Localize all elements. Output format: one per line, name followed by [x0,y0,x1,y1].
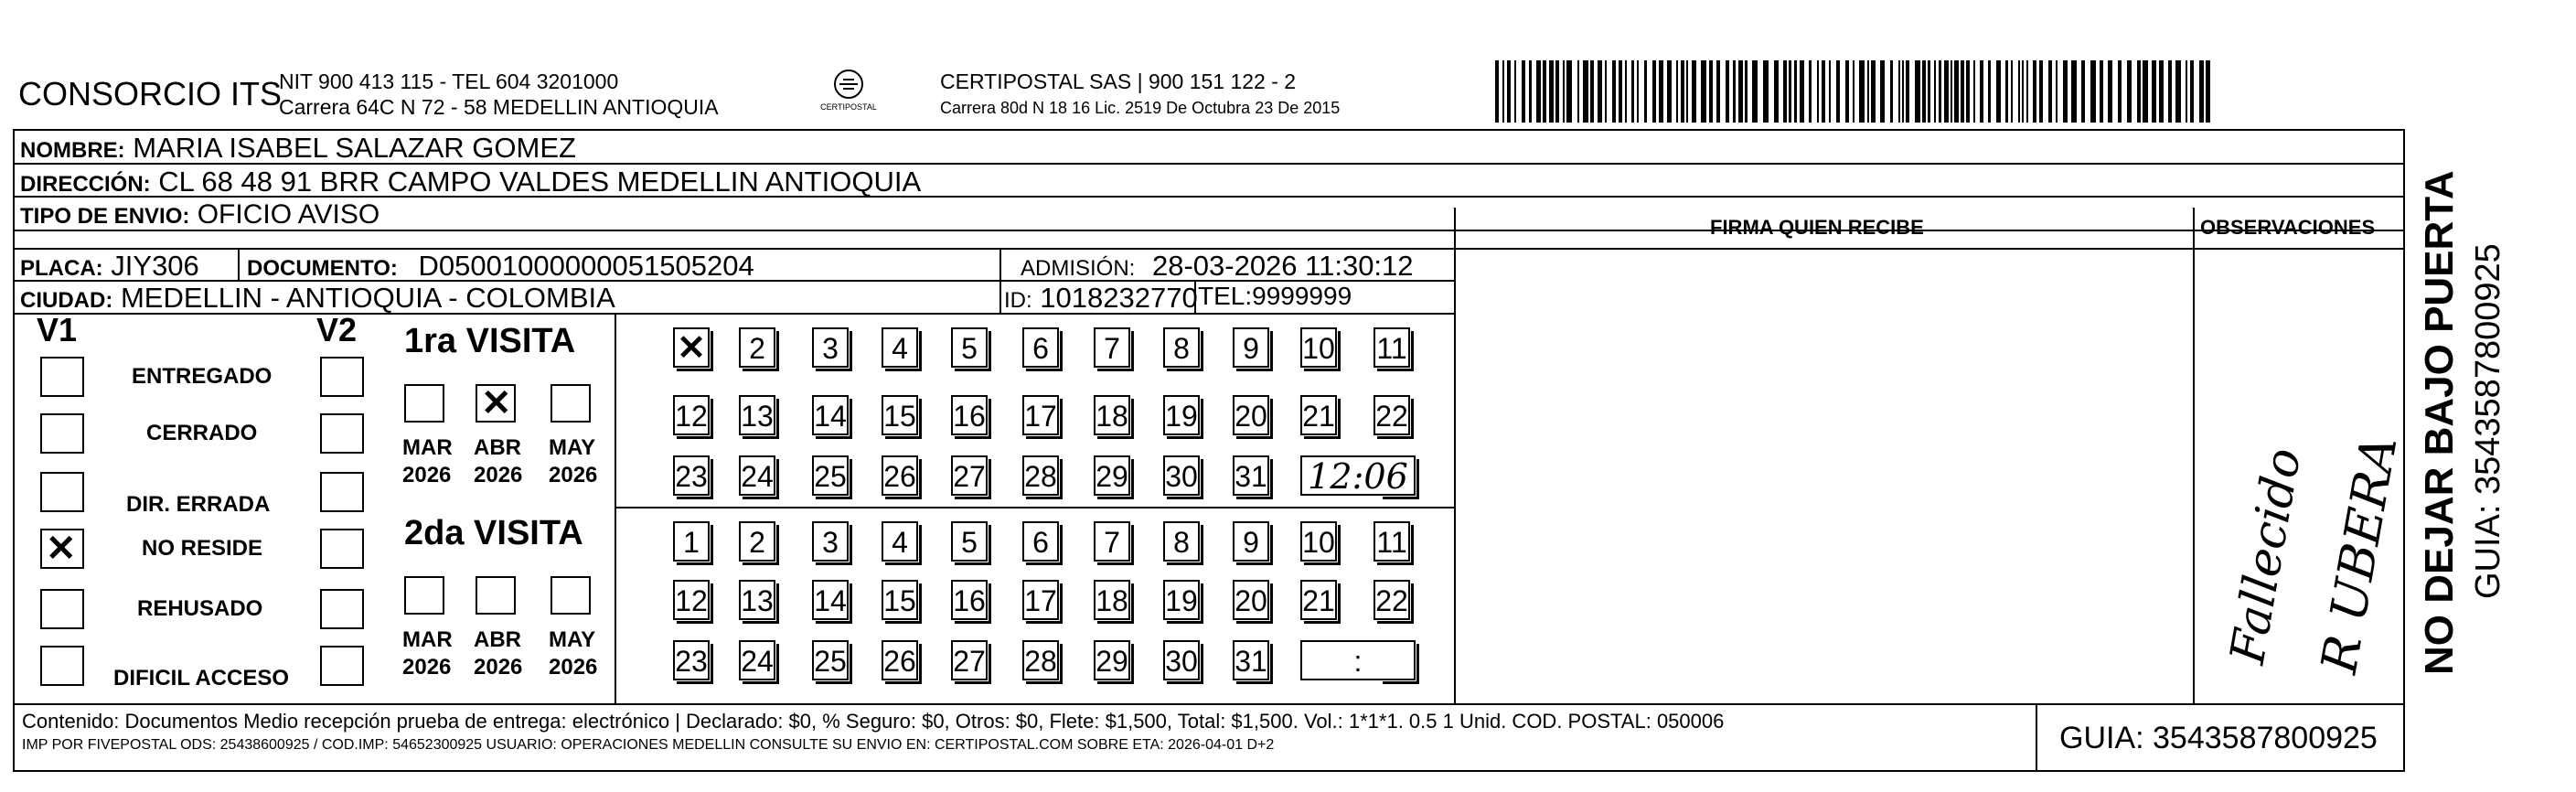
id-value: 1018232770 [1040,282,1198,314]
barcode-bar [2100,60,2103,123]
day-box[interactable]: 16 [951,580,988,620]
observaciones-handwriting-2: R UBERA [2310,431,2409,678]
status-option-label: CERRADO [146,421,258,445]
status-option-label: DIR. ERRADA [126,492,271,517]
day-box[interactable]: 17 [1022,395,1059,435]
barcode-bar [1555,60,1559,123]
barcode-bar [1726,60,1729,123]
barcode-bar [1577,60,1579,123]
company-name: CONSORCIO ITS [18,75,283,112]
second-visit-title: 2da VISITA [404,514,583,552]
day-box[interactable]: 8 [1163,327,1200,368]
barcode-bar [1783,60,1787,123]
barcode-bar [1752,60,1758,123]
barcode-bar [2026,60,2028,123]
barcode-bar [1922,60,1926,123]
day-box[interactable]: 7 [1094,327,1130,368]
barcode-bar [1836,60,1840,123]
barcode-bar [1928,60,1930,123]
month-checkbox[interactable] [404,384,444,423]
barcode-bar [1853,60,1855,123]
day-box[interactable]: ✕ [673,327,710,368]
barcode-bar [2175,60,2181,123]
barcode-bar [1902,60,1904,123]
day-box[interactable]: 19 [1163,580,1200,620]
barcode-bar [1625,60,1627,123]
v1-header: V1 [37,311,78,348]
documento-label: DOCUMENTO: [247,256,398,281]
barcode-bar [1829,60,1831,123]
day-box[interactable]: 21 [1300,395,1337,435]
barcode-bar [1709,60,1713,123]
barcode-bar [1701,60,1706,123]
direccion-label: DIRECCIÓN: [20,172,151,197]
barcode-bar [1745,60,1748,123]
barcode-bar [1495,60,1499,123]
day-box[interactable]: 12 [673,580,710,620]
v1-checkbox[interactable] [40,472,84,512]
day-box[interactable]: 30 [1163,455,1200,496]
barcode-bar [1529,60,1532,123]
status-option-label: DIFICIL ACCESO [113,666,290,690]
barcode-bar [1502,60,1504,123]
barcode-bar [1961,60,1964,123]
day-box[interactable]: 9 [1233,327,1269,368]
barcode-bar [2159,60,2164,123]
year-label: 2026 [549,655,598,680]
nombre-field [20,132,576,165]
v2-checkbox[interactable] [320,472,364,512]
company-address: Carrera 64C N 72 - 58 MEDELLIN ANTIOQUIA [279,95,719,119]
logo-text: CERTIPOSTAL [820,102,877,112]
day-box[interactable]: 5 [951,521,988,562]
barcode [1495,60,2227,123]
day-box[interactable]: 8 [1163,521,1200,562]
check-x-mark: ✕ [481,383,512,423]
time-box[interactable] [1300,640,1416,680]
barcode-bar [1566,60,1572,123]
day-box[interactable]: 29 [1094,640,1130,680]
check-x-mark: ✕ [46,529,77,569]
barcode-bar [1944,60,1949,123]
barcode-bar [1652,60,1656,123]
barcode-bar [1890,60,1893,123]
day-box[interactable]: 19 [1163,395,1200,435]
barcode-bar [1789,60,1791,123]
first-visit-title: 1ra VISITA [404,322,576,360]
day-box[interactable]: 12 [673,395,710,435]
admision-field [1021,250,1414,283]
tel-value: 9999999 [1252,282,1352,310]
company-nit: NIT 900 413 115 - TEL 604 3201000 [279,70,619,93]
barcode-bar [1507,60,1511,123]
ciudad-label: CIUDAD: [20,288,113,313]
month-label: ABR [474,435,521,460]
barcode-bar [2022,60,2024,123]
barcode-bar [2039,60,2043,123]
barcode-bar [1939,60,1941,123]
day-box[interactable]: 25 [812,640,849,680]
documento-value: D05001000000051505204 [418,250,754,282]
barcode-bar [1980,60,1983,123]
barcode-bar [2143,60,2148,123]
barcode-bar [1681,60,1684,123]
day-box[interactable]: 31 [1233,640,1269,680]
day-box[interactable]: 4 [882,521,918,562]
barcode-bar [1859,60,1865,123]
tipo-label: TIPO DE ENVIO: [20,204,190,229]
tel-field [1198,282,1352,311]
barcode-bar [1612,60,1616,123]
barcode-bar [2090,60,2096,123]
day-box[interactable]: 27 [951,640,988,680]
barcode-bar [1605,60,1607,123]
barcode-bar [1549,60,1554,123]
barcode-bar [2048,60,2052,123]
barcode-bar [1954,60,1959,123]
day-box[interactable]: 28 [1022,640,1059,680]
day-box[interactable]: 17 [1022,580,1059,620]
month-checkbox[interactable] [476,576,516,615]
v2-checkbox[interactable] [320,589,364,629]
v2-checkbox[interactable] [320,357,364,397]
day-box[interactable]: 10 [1300,327,1337,368]
barcode-bar [2056,60,2058,123]
day-box[interactable]: 22 [1374,395,1410,435]
day-box[interactable]: 6 [1022,521,1059,562]
v1-checkbox[interactable] [40,357,84,397]
day-box[interactable]: 3 [812,327,849,368]
month-label: MAY [549,435,596,460]
barcode-bar [2199,60,2204,123]
year-label: 2026 [402,655,452,680]
barcode-bar [1522,60,1525,123]
barcode-bar [1934,60,1936,123]
v2-header: V2 [316,311,358,348]
day-box[interactable]: 23 [673,455,710,496]
barcode-bar [2152,60,2156,123]
barcode-bar [2118,60,2122,123]
barcode-bar [1880,60,1885,123]
barcode-bar [1686,60,1688,123]
barcode-bar [1536,60,1541,123]
nombre-label: NOMBRE: [20,138,125,163]
barcode-bar [1817,60,1819,123]
day-box[interactable]: 1 [673,521,710,562]
day-box[interactable]: 11 [1374,521,1410,562]
day-box[interactable]: 24 [739,640,775,680]
v1-checkbox[interactable] [40,413,84,454]
barcode-bar [2081,60,2085,123]
month-checkbox[interactable] [550,576,591,615]
barcode-bar [1996,60,2001,123]
day-box[interactable]: 24 [739,455,775,496]
barcode-bar [1871,60,1876,123]
day-box[interactable]: 18 [1094,580,1130,620]
day-box[interactable]: 26 [882,455,918,496]
barcode-bar [1822,60,1825,123]
day-box[interactable]: 21 [1300,580,1337,620]
carrier-name: CERTIPOSTAL SAS | 900 151 122 - 2 [940,70,1297,93]
day-box[interactable]: 9 [1233,521,1269,562]
barcode-bar [1637,60,1639,123]
placa-value: JIY306 [111,250,199,282]
barcode-bar [1676,60,1678,123]
month-label: ABR [474,627,521,652]
barcode-bar [1738,60,1743,123]
tel-label: TEL: [1198,282,1253,310]
barcode-bar [1659,60,1663,123]
certipostal-logo [812,68,885,119]
day-box[interactable]: 11 [1374,327,1410,368]
status-option-label: NO RESIDE [142,536,263,561]
barcode-bar [1906,60,1909,123]
id-field [1004,282,1198,315]
barcode-bar [1898,60,1900,123]
v2-checkbox[interactable] [320,529,364,569]
v2-checkbox[interactable] [320,646,364,686]
v2-checkbox[interactable] [320,413,364,454]
barcode-bar [2137,60,2141,123]
barcode-bar [2063,60,2068,123]
status-option-label: REHUSADO [137,596,263,621]
barcode-bar [1915,60,1920,123]
year-label: 2026 [474,655,523,680]
day-box[interactable]: 7 [1094,521,1130,562]
day-box[interactable]: 22 [1374,580,1410,620]
barcode-bar [2168,60,2172,123]
month-checkbox[interactable] [550,384,591,423]
day-box[interactable]: 29 [1094,455,1130,496]
barcode-bar [1631,60,1634,123]
v1-checkbox[interactable] [40,646,84,686]
day-box[interactable]: 10 [1300,521,1337,562]
day-box[interactable]: 18 [1094,395,1130,435]
tipo-field [20,199,379,230]
carrier-address: Carrera 80d N 18 16 Lic. 2519 De Octubra 23 De 2015 [940,99,1341,117]
month-checkbox[interactable] [404,576,444,615]
day-box[interactable]: 3 [812,521,849,562]
footer-guia: GUIA: 3543587800925 [2059,721,2378,755]
barcode-bar [1988,60,1991,123]
time-value: 12:06 [1308,456,1408,497]
day-box[interactable]: 15 [882,395,918,435]
nombre-value: MARIA ISABEL SALAZAR GOMEZ [133,132,576,164]
year-label: 2026 [549,463,598,487]
side-warning: NO DEJAR BAJO PUERTA [2417,170,2462,675]
barcode-bar [2005,60,2008,123]
barcode-bar [1966,60,1970,123]
month-label: MAY [549,627,596,652]
time-value: : [1353,645,1363,678]
time-box[interactable] [1300,455,1416,496]
day-box[interactable]: 25 [812,455,849,496]
documento-field [247,250,754,283]
day-box[interactable]: 5 [951,327,988,368]
year-label: 2026 [474,463,523,487]
barcode-bar [1951,60,1952,123]
month-label: MAR [402,435,453,460]
day-box[interactable]: 20 [1233,580,1269,620]
day-box[interactable]: 31 [1233,455,1269,496]
direccion-value: CL 68 48 91 BRR CAMPO VALDES MEDELLIN ANTIOQUIA [158,166,922,198]
day-box[interactable]: 13 [739,580,775,620]
v1-checkbox[interactable] [40,589,84,629]
barcode-bar [2018,60,2020,123]
barcode-bar [1973,60,1975,123]
day-box[interactable]: 27 [951,455,988,496]
barcode-bar [1774,60,1779,123]
barcode-bar [1644,60,1647,123]
barcode-bar [1514,60,1516,123]
barcode-bar [1809,60,1812,123]
side-guia: GUIA: 3543587800925 [2469,243,2507,599]
day-box[interactable]: 20 [1233,395,1269,435]
barcode-bar [1733,60,1736,123]
barcode-bar [1845,60,1849,123]
barcode-bar [1800,60,1804,123]
tipo-value: OFICIO AVISO [197,199,380,230]
barcode-bar [2127,60,2132,123]
placa-field [20,250,199,283]
day-box[interactable]: 23 [673,640,710,680]
barcode-bar [1619,60,1622,123]
barcode-bar [1692,60,1696,123]
barcode-bar [1590,60,1594,123]
barcode-bar [1598,60,1602,123]
barcode-bar [1716,60,1720,123]
observaciones-handwriting-1: Fallecido [2220,444,2313,669]
ciudad-field [20,282,615,315]
status-option-label: ENTREGADO [132,364,273,389]
month-label: MAR [402,627,453,652]
barcode-bar [1543,60,1546,123]
day-box[interactable]: 26 [882,640,918,680]
year-label: 2026 [402,463,452,487]
day-box[interactable]: 2 [739,327,775,368]
footer-imp: IMP POR FIVEPOSTAL ODS: 25438600925 / COD.IMP: 54652300925 USUARIO: OPERACIONES MEDELLIN CONSULTE SU ENVIO EN: CERTIPOSTAL.COM SOBRE ETA: 2026-04-01 D+2 [22,737,1275,753]
placa-label: PLACA: [20,256,103,281]
barcode-bar [1794,60,1797,123]
observaciones-header: OBSERVACIONES [2200,216,2376,239]
day-box[interactable]: 30 [1163,640,1200,680]
barcode-bar [2108,60,2112,123]
barcode-bar [1583,60,1588,123]
barcode-bar [2071,60,2077,123]
day-box[interactable]: 14 [812,395,849,435]
barcode-bar [1763,60,1769,123]
firma-header: FIRMA QUIEN RECIBE [1710,216,1924,239]
day-box[interactable]: 16 [951,395,988,435]
barcode-bar [1563,60,1565,123]
day-box[interactable]: 2 [739,521,775,562]
ciudad-value: MEDELLIN - ANTIOQUIA - COLOMBIA [120,282,615,314]
footer-contenido: Contenido: Documentos Medio recepción prueba de entrega: electrónico | Declarado: $0, % Seguro: $0, Otros: $0, Flete: $1,500, Total: $1,500. Vol.: 1*1*1. 0.5 1 Unid. COD. POSTAL: 050006 [22,710,1725,733]
barcode-bar [1667,60,1672,123]
barcode-bar [1867,60,1869,123]
day-box[interactable]: 4 [882,327,918,368]
admision-label: ADMISIÓN: [1021,256,1136,281]
barcode-bar [2186,60,2187,123]
direccion-field [20,166,921,198]
barcode-bar [2033,60,2036,123]
day-box[interactable]: 13 [739,395,775,435]
day-box[interactable]: 15 [882,580,918,620]
barcode-bar [2206,60,2210,123]
day-box[interactable]: 14 [812,580,849,620]
day-box[interactable]: 28 [1022,455,1059,496]
id-label: ID: [1004,288,1032,313]
day-box[interactable]: 6 [1022,327,1059,368]
barcode-bar [2190,60,2194,123]
admision-value: 28-03-2026 11:30:12 [1151,250,1414,282]
barcode-bar [2011,60,2013,123]
